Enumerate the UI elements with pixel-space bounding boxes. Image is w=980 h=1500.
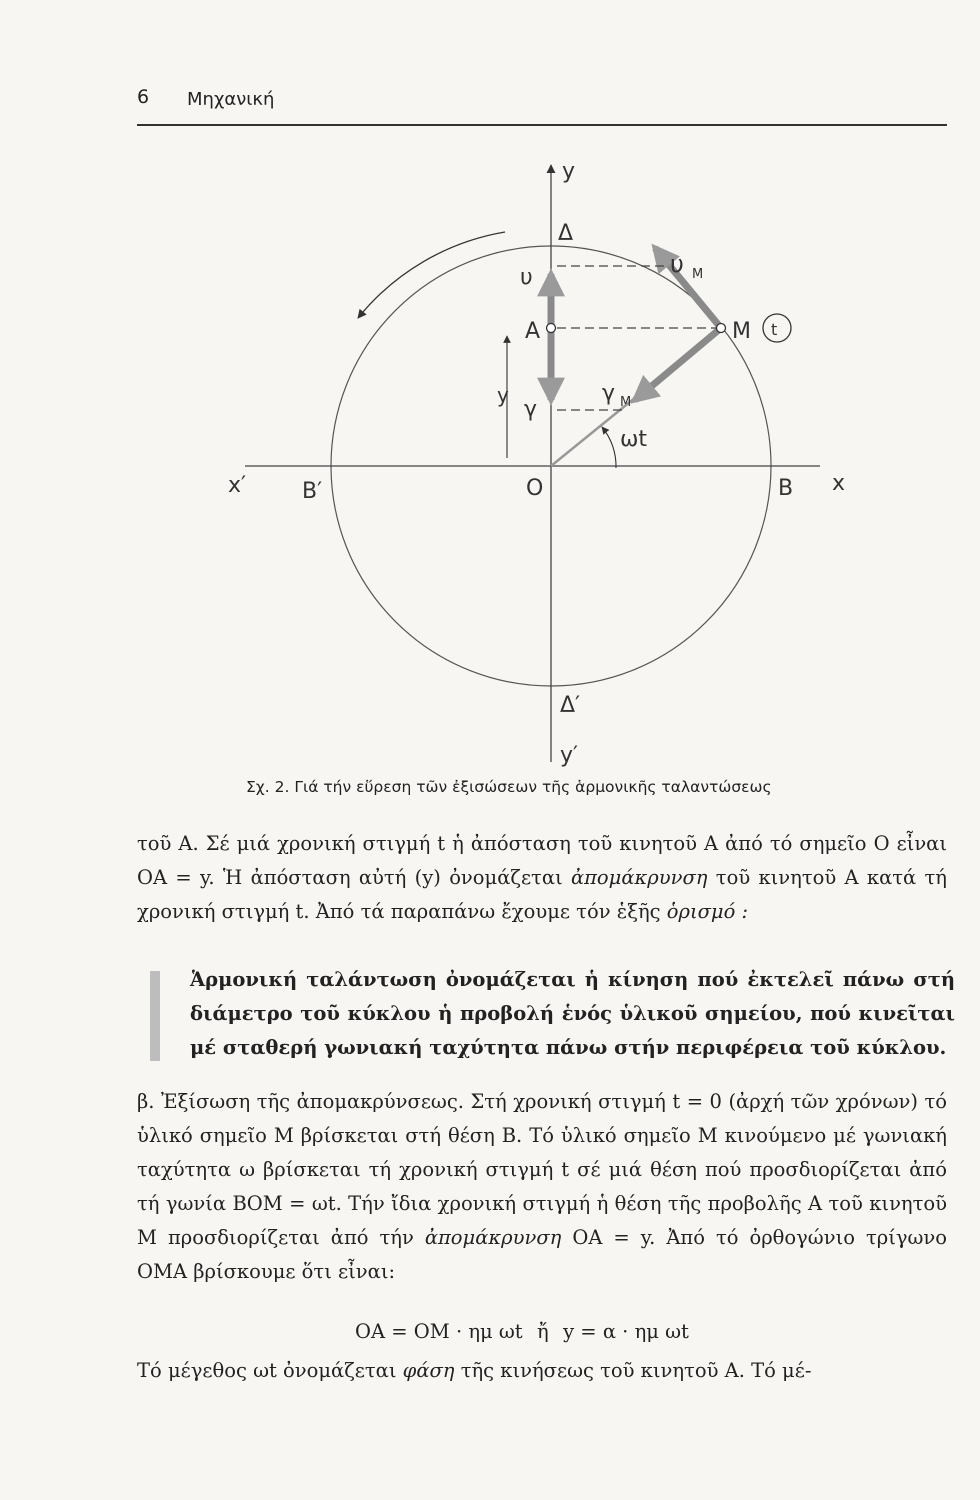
- equation-left: ΟΑ = ΟΜ · ημ ωt: [355, 1320, 523, 1343]
- label-y-neg: y′: [560, 743, 579, 768]
- paragraph-3-text: Τό μέγεθος ωt ὀνομάζεται: [137, 1359, 403, 1382]
- label-v-proj: υ: [520, 265, 533, 290]
- rotation-arrow: [358, 232, 505, 318]
- angle-arc: [602, 427, 616, 468]
- paragraph-3: [137, 1354, 947, 1388]
- paragraph-3-text-2: τῆς κινήσεως τοῦ κινητοῦ Α. Τό μέ-: [454, 1359, 812, 1382]
- label-m: M: [732, 319, 751, 344]
- displacement-equation: [355, 1320, 689, 1343]
- label-origin: O: [526, 476, 544, 501]
- label-a: A: [525, 319, 541, 344]
- label-g-proj: γ: [524, 397, 538, 422]
- page-number: 6: [137, 86, 150, 108]
- velocity-vm: [655, 248, 721, 328]
- equation-right: y = α · ημ ωt: [563, 1320, 689, 1343]
- paragraph-2: [137, 1085, 947, 1289]
- label-b-prime: B′: [302, 479, 323, 504]
- term-fasi: φάση: [402, 1359, 455, 1382]
- point-a: [547, 324, 556, 333]
- label-delta: Δ: [558, 221, 574, 246]
- label-g-m: γ: [602, 381, 616, 406]
- figure-caption: Σχ. 2. Γιά τήν εὕρεση τῶν ἐξισώσεων τῆς ἁρμονικῆς ταλαντώσεως: [246, 778, 772, 796]
- term-orismos: ὁρισμό :: [666, 900, 749, 923]
- label-x-neg: x′: [228, 473, 247, 498]
- label-delta-prime: Δ′: [560, 693, 581, 718]
- page-header: [137, 86, 947, 126]
- term-apomakrynsi-2: ἀπομάκρυνση: [424, 1226, 562, 1249]
- acceleration-gm: [635, 328, 721, 400]
- label-v-m: υ: [670, 250, 684, 278]
- definition-box: [150, 963, 955, 1063]
- label-omega-t: ωt: [620, 427, 648, 452]
- definition-text: Ἁρμονική ταλάντωση ὀνομάζεται ἡ κίνηση πού ἐκτελεῖ πάνω στή διάμετρο τοῦ κύκλου ἡ προβολή ἑνός ὑλικοῦ σημείου, πού κινεῖται μέ σταθερή γωνιακή ταχύτητα πάνω στήν περιφέρεια τοῦ κύκλου.: [190, 968, 955, 1059]
- harmonic-motion-figure: [210, 150, 850, 790]
- definition-bar: [150, 971, 160, 1061]
- header-rule: [137, 124, 947, 126]
- point-m: [717, 324, 726, 333]
- label-b: B: [778, 476, 794, 501]
- label-y-dist: y: [497, 383, 509, 407]
- label-t: t: [771, 320, 778, 339]
- paragraph-2-text-2: ΟΑ = y. Ἀπό τό ὀρθογώνιο τρίγωνο ΟΜΑ βρίσκουμε ὅτι εἶναι:: [137, 1226, 947, 1283]
- paragraph-1-text-2: τοῦ κινητοῦ Α κατά τή χρονική στιγμή t. Ἀπό τά παραπάνω ἔχουμε τόν ἑξῆς: [137, 866, 947, 923]
- term-apomakrynsi: ἀπομάκρυνση: [570, 866, 708, 889]
- label-x: x: [832, 471, 846, 496]
- running-title: Μηχανική: [187, 89, 275, 110]
- label-y-axis: y: [562, 159, 576, 184]
- label-v-m-sub: M: [692, 267, 704, 282]
- paragraph-1-text: τοῦ Α. Σέ μιά χρονική στιγμή t ἡ ἀπόσταση τοῦ κινητοῦ Α ἀπό τό σημεῖο Ο εἶναι ΟΑ = y. Ἡ ἀπόσταση αὐτή (y) ὀνομάζεται: [137, 832, 947, 889]
- label-g-m-sub: M: [620, 395, 632, 410]
- equation-connector: ἤ: [537, 1320, 549, 1343]
- paragraph-1: [137, 827, 947, 929]
- paragraph-2-text: β. Ἐξίσωση τῆς ἀπομακρύνσεως. Στή χρονική στιγμή t = 0 (ἀρχή τῶν χρόνων) τό ὑλικό σημεῖο Μ βρίσκεται στή θέση Β. Τό ὑλικό σημεῖο Μ κινούμενο μέ γωνιακή ταχύτητα ω βρίσκεται τή χρονική στιγμή t σέ μιά θέση πού προσδιορίζεται ἀπό τή γωνία ΒΟΜ = ωt. Τήν ἴδια χρονική στιγμή ἡ θέση τῆς προβολῆς Α τοῦ κινητοῦ Μ προσδιορίζεται ἀπό τήν: [137, 1090, 947, 1249]
